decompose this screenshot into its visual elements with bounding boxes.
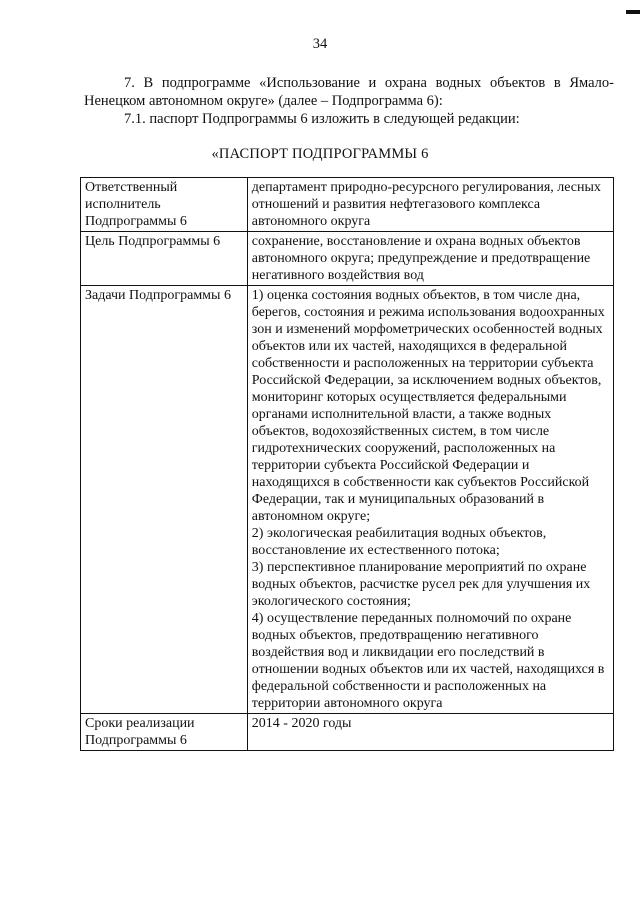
row-label-tasks: Задачи Подпрограммы 6: [81, 286, 248, 714]
passport-title: «ПАСПОРТ ПОДПРОГРАММЫ 6: [211, 146, 429, 162]
task-item-2: 2) экологическая реабилитация водных объектов, восстановление их естественного потока;: [251, 526, 547, 558]
table-row: [81, 178, 614, 232]
paragraph-7-1: 7.1. паспорт Подпрограммы 6 изложить в следующей редакции:: [124, 111, 520, 127]
row-label-timeline: Сроки реализации Подпрограммы 6: [81, 714, 248, 751]
row-value-goal: сохранение, восстановление и охрана водных объектов автономного округа; предупреждение и предотвращение негативного воздействия вод: [247, 232, 613, 286]
passport-table: [80, 177, 614, 751]
row-value-tasks: [247, 286, 613, 714]
task-item-3: 3) перспективное планирование мероприятий по охране водных объектов, расчистке русел рек для улучшения их экологического состояния;: [251, 560, 591, 609]
row-value-responsible: департамент природно-ресурсного регулирования, лесных отношений и развития нефтегазового комплекса автономного округа: [247, 178, 613, 232]
paragraph-7: 7. В подпрограмме «Использование и охрана водных объектов в Ямало-Ненецком автономном округе» (далее – Подпрограмма 6):: [84, 75, 614, 109]
scan-edge-mark: [626, 10, 640, 14]
table-row: [81, 232, 614, 286]
task-item-1: 1) оценка состояния водных объектов, в том числе дна, берегов, состояния и режима использования водоохранных зон и изменений морфометрических особенностей водных объектов или их частей, находящихся в федеральной собственности и расположенных на территории субъекта Российской Федерации, за исключением водных объектов, мониторинг которых осуществляется федеральными органами исполнительной власти, а также водных объектов, водохозяйственных систем, в том числе гидротехнических сооружений, расположенных на территории субъекта Российской Федерации и находящихся в собственности как субъектов Российской Федерации, так и муниципальных образований в автономном округе;: [251, 288, 605, 524]
table-row: [81, 714, 614, 751]
task-item-4: 4) осуществление переданных полномочий по охране водных объектов, предотвращению негативного воздействия вод и ликвидации его последствий в отношении водных объектов или их частей, находящихся в федеральной собственности и расположенных на территории автономного округа: [251, 611, 605, 711]
page-number: 34: [312, 36, 328, 52]
row-label-goal: Цель Подпрограммы 6: [81, 232, 248, 286]
table-row: [81, 286, 614, 714]
row-label-responsible: Ответственный исполнитель Подпрограммы 6: [81, 178, 248, 232]
row-value-timeline: 2014 - 2020 годы: [247, 714, 613, 751]
